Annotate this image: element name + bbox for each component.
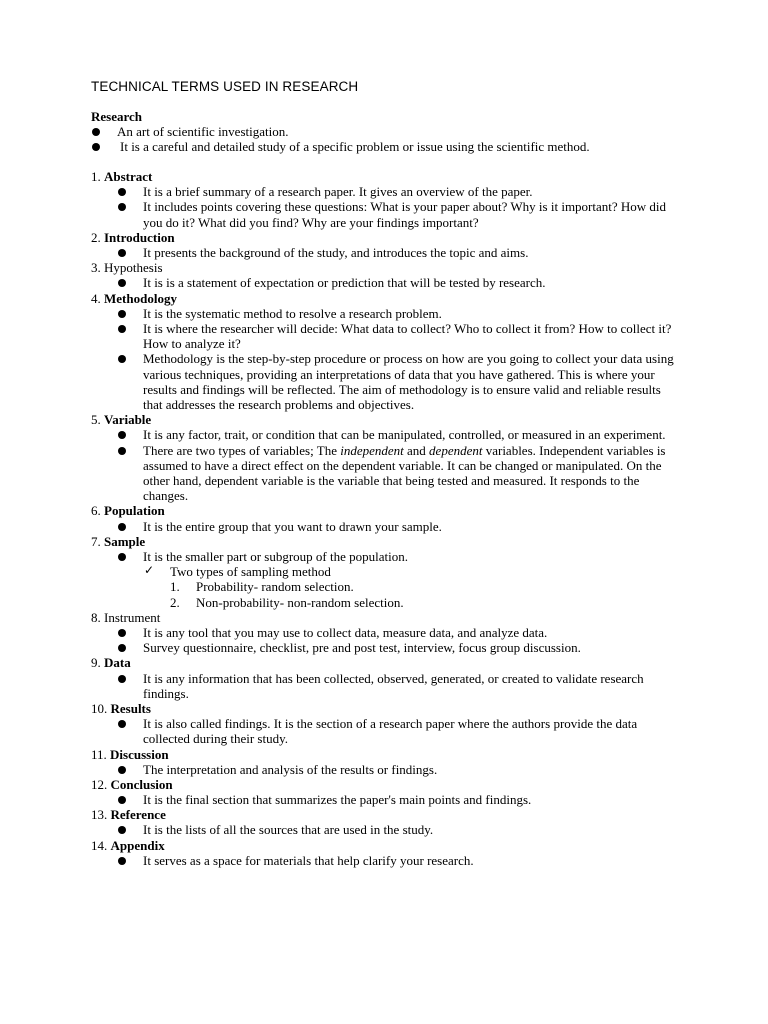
bullet-text: The interpretation and analysis of the results or findings.	[143, 761, 438, 777]
term-section	[91, 260, 691, 290]
bullet-text: It is the entire group that you want to drawn your sample.	[143, 518, 442, 534]
bullet-icon	[118, 644, 126, 652]
term-bullets	[91, 853, 691, 868]
bullet-text: It is a careful and detailed study of a specific problem or issue using the scientific method.	[120, 139, 590, 155]
term-bullets	[91, 792, 691, 807]
term-bullets	[91, 184, 691, 230]
term-number: 4.	[91, 290, 101, 306]
list-item	[91, 306, 679, 321]
bullet-text: It is the lists of all the sources that are used in the study.	[143, 822, 434, 838]
term-section	[91, 412, 691, 503]
term-section	[91, 655, 691, 701]
bullet-icon	[118, 279, 126, 287]
term-bullets	[91, 625, 691, 655]
list-item	[91, 762, 679, 777]
bullet-icon	[118, 188, 126, 196]
term-number: 3.	[91, 260, 101, 276]
term-name: Abstract	[104, 169, 153, 184]
term-number: 13.	[91, 807, 108, 823]
term-number: 6.	[91, 503, 101, 519]
bullet-icon	[118, 523, 126, 531]
term-bullets	[91, 245, 691, 260]
bullet-icon	[118, 203, 126, 211]
research-section	[91, 109, 691, 155]
list-item	[91, 245, 679, 260]
term-number: 9.	[91, 655, 101, 671]
check-item	[91, 564, 691, 579]
bullet-icon	[118, 310, 126, 318]
term-name: Variable	[104, 412, 152, 428]
term-name: Introduction	[104, 229, 175, 245]
bullet-text: It presents the background of the study, and introduces the topic and aims.	[143, 244, 529, 260]
term-number: 8.	[91, 609, 101, 625]
bullet-icon	[118, 447, 126, 455]
bullet-text: It is the smaller part or subgroup of the population.	[143, 548, 409, 564]
list-item	[91, 321, 679, 351]
term-section	[91, 503, 691, 533]
bullet-icon	[118, 629, 126, 637]
term-section	[91, 610, 691, 656]
term-bullets	[91, 306, 691, 412]
list-item	[91, 671, 679, 701]
term-name: Discussion	[110, 746, 169, 762]
bullet-text: It is is a statement of expectation or prediction that will be tested by research.	[143, 275, 546, 291]
term-bullets	[91, 519, 691, 534]
term-heading	[91, 260, 691, 275]
term-heading	[91, 838, 691, 853]
term-heading	[91, 230, 691, 245]
bullet-icon	[118, 766, 126, 774]
list-item	[91, 792, 679, 807]
term-heading	[91, 807, 691, 822]
bullet-text: It is the systematic method to resolve a research problem.	[143, 305, 442, 321]
list-item	[91, 139, 691, 154]
term-section	[91, 291, 691, 413]
term-section	[91, 777, 691, 807]
term-section	[91, 701, 691, 747]
term-name: Population	[104, 503, 165, 519]
term-heading	[91, 534, 691, 549]
term-bullets	[91, 716, 691, 746]
term-name: Data	[104, 655, 131, 671]
item-text: Probability- random selection.	[196, 579, 354, 595]
term-number: 2.	[91, 229, 101, 245]
list-item	[91, 519, 679, 534]
bullet-icon	[118, 553, 126, 561]
item-text: Non-probability- non-random selection.	[196, 594, 404, 610]
item-number: 1.	[170, 579, 180, 595]
term-number: 7.	[91, 533, 104, 549]
bullet-text: It serves as a space for materials that help clarify your research.	[143, 852, 474, 868]
list-item	[91, 199, 679, 229]
checkmark-icon: ✓	[144, 563, 155, 578]
term-section	[91, 838, 691, 868]
term-heading	[91, 701, 691, 716]
term-number: 14.	[91, 837, 108, 853]
term-heading	[91, 503, 691, 518]
research-bullets	[91, 124, 691, 154]
term-bullets	[91, 427, 691, 503]
numbered-item	[91, 595, 691, 610]
bullet-text: It is where the researcher will decide: What data to collect? Who to collect it from? How to collect it? How to analyze it?	[143, 320, 672, 352]
term-heading	[91, 655, 691, 670]
term-bullets	[91, 549, 691, 564]
term-bullets	[91, 275, 691, 290]
term-section	[91, 230, 691, 260]
term-number: 12.	[91, 776, 108, 792]
list-item	[91, 275, 679, 290]
bullet-text: It is a brief summary of a research paper. It gives an overview of the paper.	[143, 184, 533, 200]
term-section	[91, 169, 691, 230]
term-heading	[91, 169, 691, 184]
list-item	[91, 625, 679, 640]
bullet-icon	[118, 826, 126, 834]
term-number: 10.	[91, 700, 108, 716]
bullet-text: Methodology is the step-by-step procedure or process on how are you going to collect your data using various techniques, providing an interpretations of data that you have gathered. This is where your results and findings will be reflected. The aim of methodology is to ensure valid and reliable results that addresses the research problems and objectives.	[143, 351, 674, 412]
term-number: 5.	[91, 412, 101, 428]
research-heading: Research	[91, 109, 143, 124]
bullet-icon	[92, 143, 100, 151]
bullet-icon	[118, 857, 126, 865]
term-bullets	[91, 822, 691, 837]
page-title: TECHNICAL TERMS USED IN RESEARCH	[91, 79, 359, 94]
bullet-icon	[118, 355, 126, 363]
term-heading	[91, 610, 691, 625]
bullet-icon	[118, 796, 126, 804]
term-bullets	[91, 762, 691, 777]
list-item	[91, 640, 679, 655]
list-item	[91, 549, 679, 564]
bullet-icon	[118, 249, 126, 257]
bullet-text: It includes points covering these questions: What is your paper about? Why is it important? How did you do it? What did you find? Why are your findings important?	[143, 199, 667, 230]
term-number: 1.	[91, 169, 101, 184]
list-item	[91, 351, 679, 412]
bullet-text: It is the final section that summarizes the paper's main points and findings.	[143, 792, 532, 808]
bullet-icon	[118, 720, 126, 728]
term-name: Reference	[110, 807, 166, 823]
term-name: Instrument	[104, 609, 161, 625]
bullet-text: An art of scientific investigation.	[117, 124, 289, 140]
term-bullets	[91, 671, 691, 701]
bullet-text: It is any tool that you may use to collect data, measure data, and analyze data.	[143, 624, 548, 640]
bullet-text: Survey questionnaire, checklist, pre and post test, interview, focus group discussion.	[143, 640, 581, 656]
term-name: Conclusion	[110, 776, 173, 792]
term-section	[91, 747, 691, 777]
term-name: Results	[110, 700, 151, 716]
list-item	[91, 853, 679, 868]
term-name: Hypothesis	[104, 260, 163, 276]
term-number: 11.	[91, 746, 107, 762]
check-text: Two types of sampling method	[170, 564, 331, 580]
term-heading	[91, 291, 691, 306]
terms-list	[91, 169, 691, 868]
bullet-icon	[118, 675, 126, 683]
term-heading	[91, 412, 691, 427]
term-section	[91, 534, 691, 610]
bullet-text: It is also called findings. It is the section of a research paper where the authors provide the data collected during their study.	[143, 716, 638, 747]
term-name: Methodology	[104, 290, 177, 306]
term-name: Appendix	[110, 837, 165, 853]
list-item	[91, 822, 679, 837]
list-item	[91, 124, 691, 139]
bullet-icon	[118, 431, 126, 439]
bullet-icon	[92, 128, 100, 136]
bullet-icon	[118, 325, 126, 333]
item-number: 2.	[170, 594, 180, 610]
list-item	[91, 427, 679, 442]
bullet-text: It is any factor, trait, or condition that can be manipulated, controlled, or measured in an experiment.	[143, 427, 666, 443]
numbered-item	[91, 579, 691, 594]
term-heading	[91, 747, 691, 762]
bullet-text: It is any information that has been collected, observed, generated, or created to validate research findings.	[143, 670, 644, 701]
list-item	[91, 443, 679, 504]
term-section	[91, 807, 691, 837]
list-item	[91, 184, 679, 199]
bullet-text: There are two types of variables; The independent and dependent variables. Independent variables is assumed to have a direct effect on the dependent variable. It can be changed or manipulated. On the other hand, dependent variable is the variable that being tested and measured. It responds to the changes.	[143, 442, 666, 504]
list-item	[91, 716, 679, 746]
term-heading	[91, 777, 691, 792]
term-name: Sample	[104, 533, 146, 549]
